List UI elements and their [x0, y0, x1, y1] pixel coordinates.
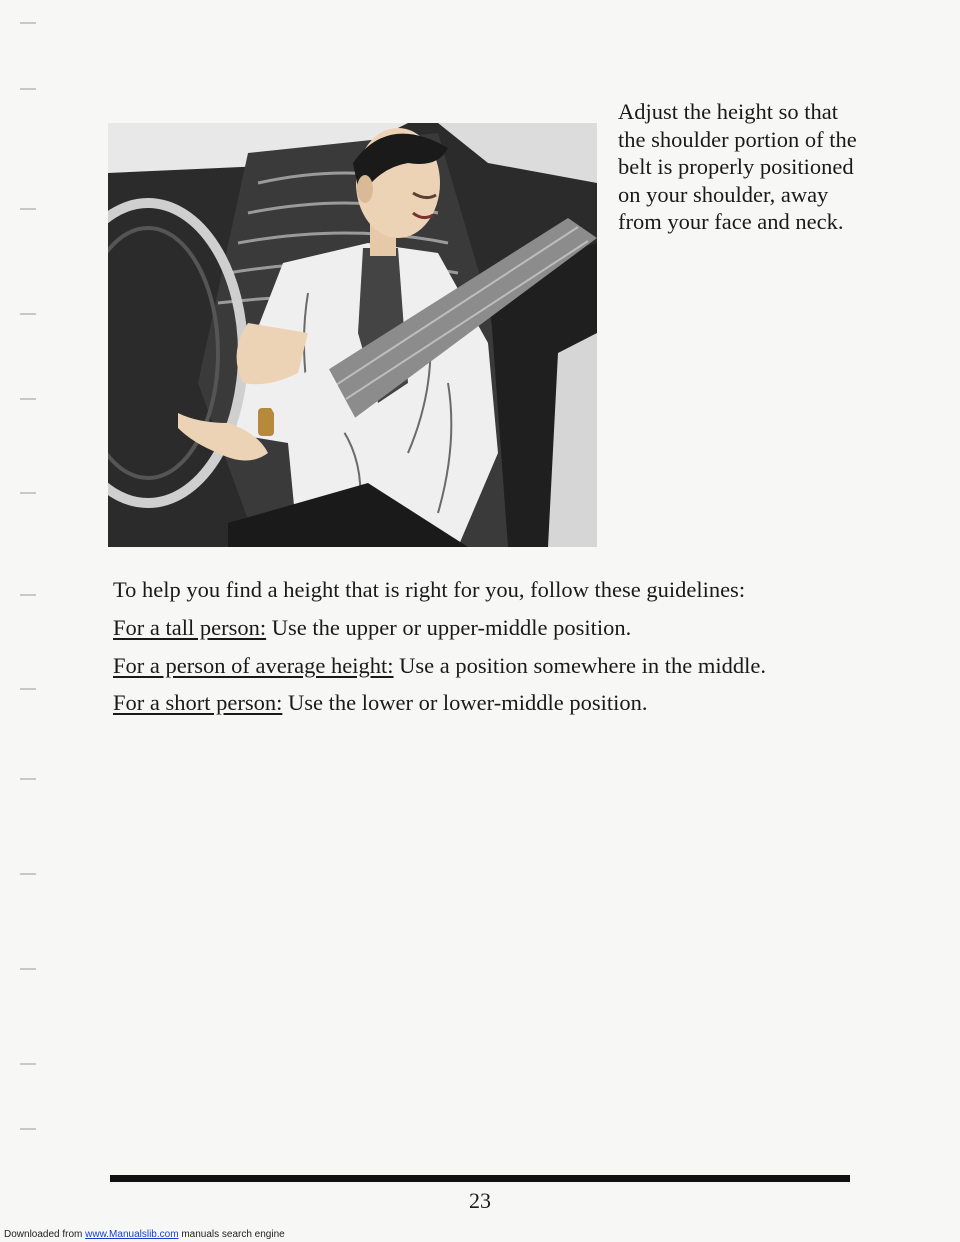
guideline-lead: For a person of average height:: [113, 653, 394, 678]
guideline-lead: For a tall person:: [113, 615, 267, 640]
driver-seatbelt-illustration: [108, 123, 597, 547]
margin-tick: [20, 1063, 36, 1065]
margin-tick: [20, 313, 36, 315]
margin-tick: [20, 778, 36, 780]
guideline-lead: For a short person:: [113, 690, 283, 715]
margin-tick: [20, 594, 36, 596]
side-caption: Adjust the height so that the shoulder portion of the belt is properly positioned on your shoulder, away from your face and neck.: [618, 99, 857, 234]
manualslib-link[interactable]: www.Manualslib.com: [85, 1229, 179, 1240]
guideline-tall: [113, 614, 913, 642]
driver-adjusting-shoulder-belt-illustration: [108, 123, 597, 547]
margin-tick: [20, 968, 36, 970]
margin-tick: [20, 492, 36, 494]
guideline-text: Use the upper or upper-middle position.: [271, 615, 632, 640]
page-number: 23: [469, 1188, 491, 1213]
guideline-short: [113, 689, 913, 717]
intro-text: To help you find a height that is right for you, follow these guidelines:: [113, 577, 746, 602]
margin-tick: [20, 873, 36, 875]
guideline-text: Use the lower or lower-middle position.: [287, 690, 648, 715]
header-prefix: Downloaded from: [4, 1229, 83, 1240]
guideline-average: [113, 652, 913, 680]
margin-tick: [20, 1128, 36, 1130]
download-header: [4, 1229, 285, 1241]
margin-tick: [20, 398, 36, 400]
guideline-text: Use a position somewhere in the middle.: [399, 653, 766, 678]
margin-tick: [20, 88, 36, 90]
margin-tick: [20, 208, 36, 210]
header-suffix: manuals search engine: [181, 1229, 285, 1240]
footer-rule: [110, 1175, 850, 1182]
margin-tick: [20, 22, 36, 24]
margin-tick: [20, 688, 36, 690]
